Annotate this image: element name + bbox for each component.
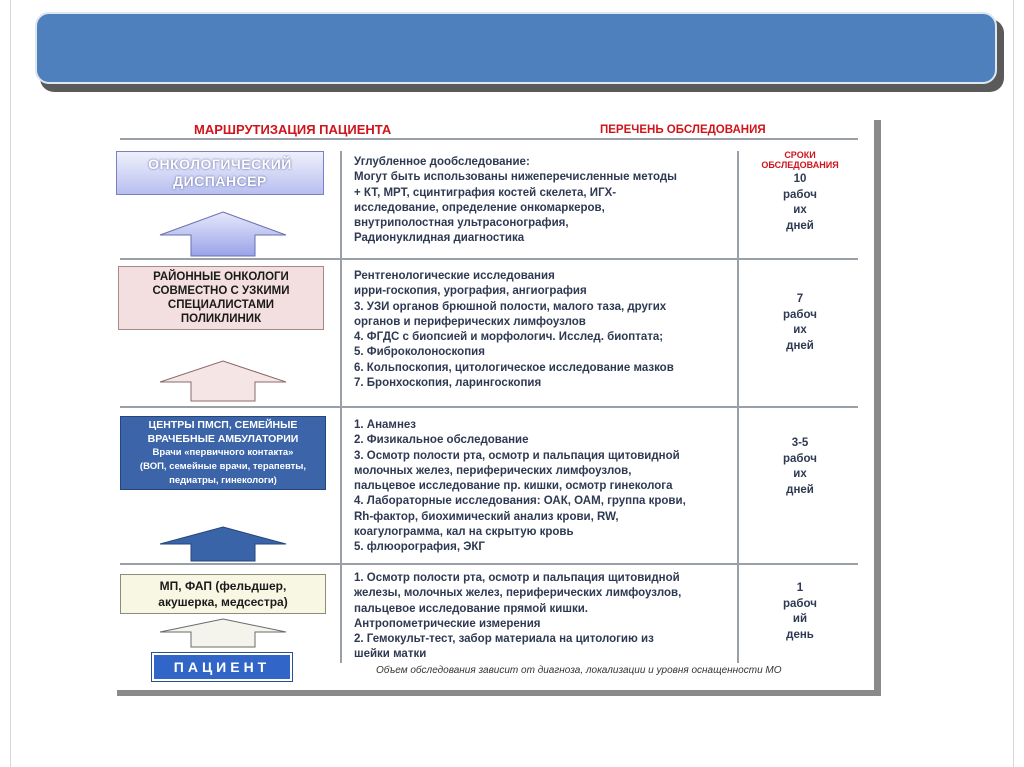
arrow-up-icon [158,360,288,402]
box-small-line: Врачи «первичного контакта» [152,447,294,458]
term-line: 10 [793,173,807,185]
oncology-dispensary-box [116,151,324,195]
term-line: рабоч [783,308,817,321]
column-divider-2 [737,151,739,663]
primary-care-centers-box [120,416,326,490]
exam-line: Антропометрические измерения [354,617,541,630]
exam-line: коагулограмма, кал на скрытую кровь [354,526,574,539]
term-line: рабоч [783,597,817,610]
exam-list-primary [354,418,734,556]
exam-line: 3. УЗИ органов брюшной полости, малого таза, других [354,300,667,313]
term-line: 7 [796,293,804,305]
term-feldsher [746,581,854,643]
term-primary [746,436,854,498]
exam-line: железы, молочных желез, периферических лимфоузлов, [354,587,682,600]
terms-heading-line-1: СРОКИ [784,150,816,160]
term-line: дней [786,219,814,232]
box-line: ЦЕНТРЫ ПМСП, СЕМЕЙНЫЕ [148,419,298,431]
exam-line: 5. флюорография, ЭКГ [354,541,485,554]
title-banner [35,12,997,84]
exam-line: шейки матки [354,648,427,661]
term-line: 3-5 [791,437,809,449]
box-small-line: (ВОП, семейные врачи, терапевты, [139,461,307,472]
exam-line: Радионуклидная диагностика [354,232,525,245]
exam-line: 4. Лабораторные исследования: ОАК, ОАМ, группа крови, [354,495,686,508]
exam-line: ирри-госкопия, урография, ангиография [354,285,587,298]
patient-routing-diagram [110,114,874,690]
term-line: дней [786,339,814,352]
exam-line: Могут быть использованы нижеперечисленные методы [354,171,677,184]
term-oncology [746,172,854,234]
term-line: ий [792,613,808,625]
footnote: Объем обследования зависит от диагноза, локализации и уровня оснащенности МО [376,665,782,676]
box-line: МП, ФАП (фельдшер, [159,579,287,593]
rule-3 [120,563,858,565]
term-line: день [786,628,814,641]
term-line: их [793,468,807,480]
exam-line: внутриполостная ультрасонография, [354,217,569,230]
rule-1 [120,258,858,260]
exam-line: 1. Осмотр полости рта, осмотр и пальпация щитовидной [354,572,680,584]
slide-border-right [1013,0,1014,767]
term-line: их [793,324,807,336]
exam-line: 6. Кольпоскопия, цитологическое исследование мазков [354,361,674,374]
arrow-up-icon [158,526,288,562]
term-line: дней [786,483,814,496]
exam-line: молочных желез, периферических лимфоузлов, [354,464,632,477]
exam-line: 3. Осмотр полости рта, осмотр и пальпация щитовидной [354,449,680,462]
term-line: рабоч [783,188,817,201]
exam-list-feldsher [354,571,734,663]
slide-border-left [10,0,11,767]
exam-line: органов и периферических лимфоузлов [354,315,586,328]
exam-line: 7. Бронхоскопия, ларингоскопия [354,377,542,390]
box-small-line: педиатры, гинекологи) [169,475,277,486]
term-line: их [793,204,807,216]
box-line: ДИСПАНСЕР [173,173,267,189]
patient-box: ПАЦИЕНТ [152,653,292,681]
exam-line: Rh-фактор, биохимический анализ крови, RW, [354,510,619,523]
exam-line: 4. ФГДС с биопсией и морфологич. Исслед. биоптата; [354,331,664,344]
district-oncologists-box [118,266,324,330]
term-district [746,292,854,354]
arrow-up-icon [158,211,288,257]
exam-line: пальцевое исследование пр. кишки, осмотр гинеколога [354,480,673,493]
exam-line: 1. Анамнез [354,419,416,431]
term-line: рабоч [783,452,817,465]
exam-line: 5. Фиброколоноскопия [354,346,485,359]
box-line: РАЙОННЫЕ ОНКОЛОГИ [153,271,289,283]
exam-line: Углубленное дообследование: [354,156,530,168]
exams-heading: ПЕРЕЧЕНЬ ОБСЛЕДОВАНИЯ [600,124,766,136]
feldsher-point-box [120,574,326,614]
box-line: ОНКОЛОГИЧЕСКИЙ [148,156,292,172]
exam-line: + КТ, МРТ, сцинтиграфия костей скелета, ИГХ- [354,186,617,199]
exam-line: Рентгенологические исследования [354,270,555,282]
box-line: СПЕЦИАЛИСТАМИ [167,299,275,311]
exam-line: пальцевое исследование прямой кишки. [354,602,588,615]
routing-heading: МАРШРУТИЗАЦИЯ ПАЦИЕНТА [194,122,392,137]
exam-line: 2. Гемокульт-тест, забор материала на цитологию из [354,633,654,646]
box-line: ВРАЧЕБНЫЕ АМБУЛАТОРИИ [147,433,299,445]
column-divider-1 [340,151,342,663]
term-line: 1 [796,582,804,594]
box-line: СОВМЕСТНО С УЗКИМИ [152,285,290,297]
rule-top [120,138,858,140]
exam-list-oncology [354,155,734,247]
exam-line: исследование, определение онкомаркеров, [354,201,605,214]
rule-2 [120,406,858,408]
exam-list-district [354,269,734,391]
terms-heading [746,150,854,170]
box-line: акушерка, медсестра) [158,595,288,609]
exam-line: 2. Физикальное обследование [354,434,529,447]
box-line: ПОЛИКЛИНИК [180,313,262,325]
arrow-up-icon [158,618,288,648]
terms-heading-line-2: ОБСЛЕДОВАНИЯ [761,160,839,170]
